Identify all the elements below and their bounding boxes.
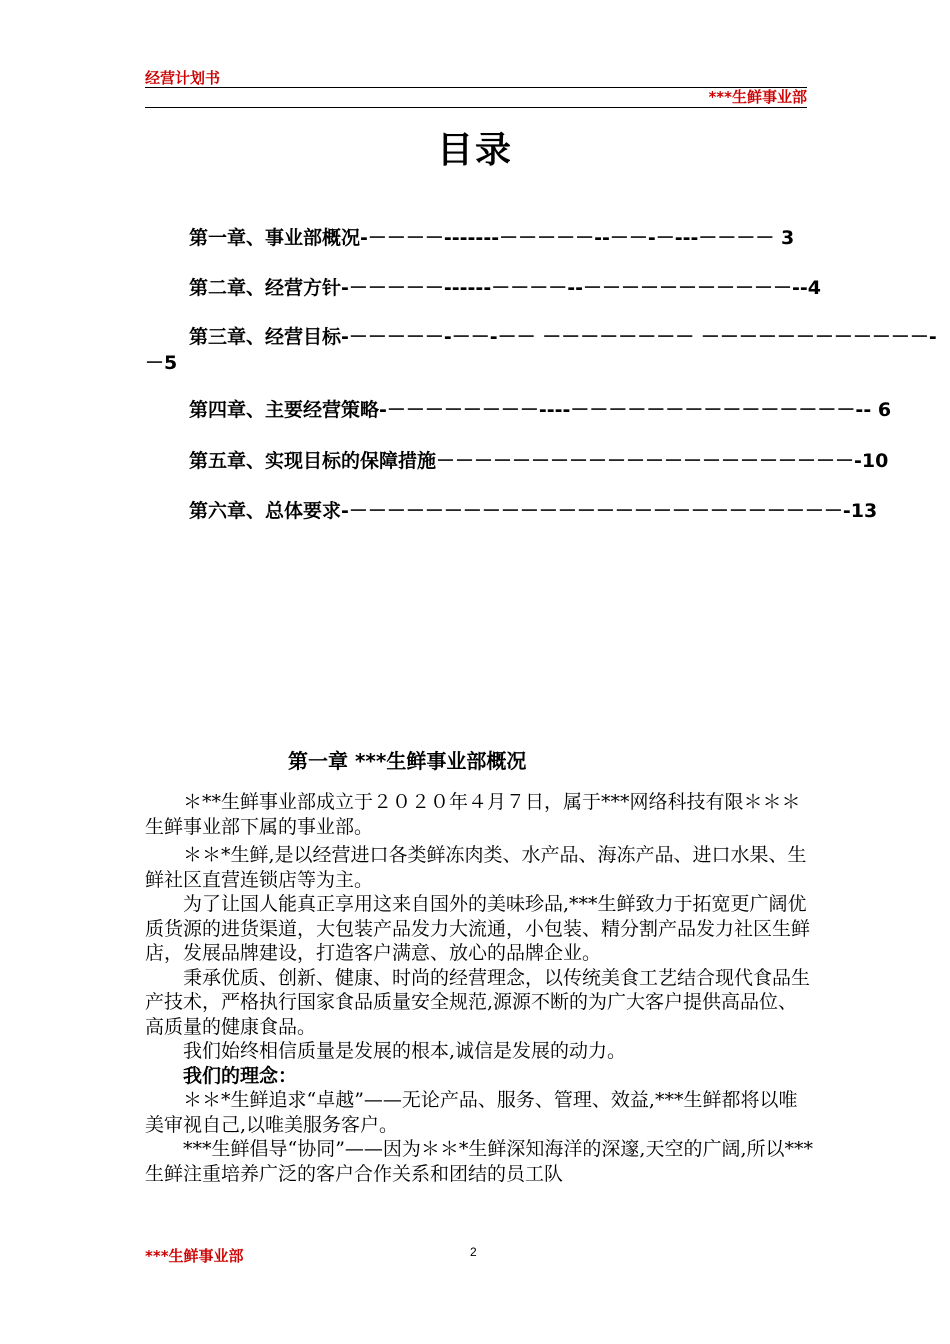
toc-entry-5[interactable] <box>145 448 889 474</box>
header-doc-title: 经营计划书 <box>145 69 221 87</box>
section-heading: 我们的理念： <box>183 1064 298 1087</box>
chapter-title: 第一章 ***生鲜事业部概况 <box>288 749 527 773</box>
header-department: ***生鲜事业部 <box>708 88 807 106</box>
page-number: 2 <box>470 1245 477 1259</box>
toc-entry-text: 第一章、事业部概况-－－－－-------－－－－－--－－-－---－－－－ 3 <box>189 227 795 249</box>
toc-entry-text: 第二章、经营方针-－－－－－------－－－－--－－－－－－－－－－－--4 <box>189 277 821 299</box>
toc-entry-6[interactable] <box>145 498 878 524</box>
paragraph: 秉承优质、创新、健康、时尚的经营理念，以传统美食工艺结合现代食品生产技术，严格执行国家食品质量安全规范,源源不断的为广大客户提供高品位、高质量的健康食品。 <box>145 966 811 1038</box>
paragraph: ＊＊*生鲜,是以经营进口各类鲜冻肉类、水产品、海冻产品、进口水果、生鲜社区直营连锁店等为主。 <box>145 844 807 891</box>
toc-entry-2[interactable] <box>145 275 821 301</box>
toc-entry-text: 第四章、主要经营策略-－－－－－－－－----－－－－－－－－－－－－－－－-- 6 <box>189 399 892 421</box>
toc-entry-text: －5 <box>145 352 178 374</box>
toc-entry-3-continuation <box>145 350 810 376</box>
header-divider-bottom <box>145 107 807 108</box>
toc-title: 目录 <box>436 130 513 171</box>
toc-entry-1[interactable] <box>145 225 810 251</box>
toc-entry-3[interactable] <box>145 324 937 350</box>
footer-department: ***生鲜事业部 <box>145 1247 244 1265</box>
toc-entry-4[interactable] <box>145 397 892 423</box>
toc-entry-text: 第三章、经营目标-－－－－－-－－-－－ －－－－－－－－ －－－－－－－－－－－－- <box>189 326 937 348</box>
chapter-body <box>145 790 813 1186</box>
paragraph: ＊**生鲜事业部成立于２０２０年４月７日，属于***网络科技有限＊＊＊生鲜事业部下属的事业部。 <box>145 791 801 838</box>
paragraph: ***生鲜倡导“协同”——因为＊＊*生鲜深知海洋的深邃,天空的广阔,所以***生鲜注重培养广泛的客户合作关系和团结的员工队 <box>145 1138 814 1185</box>
paragraph: ＊＊*生鲜追求“卓越”——无论产品、服务、管理、效益,***生鲜都将以唯美审视自己,以唯美服务客户。 <box>145 1089 798 1136</box>
toc-entry-text: 第六章、总体要求-－－－－－－－－－－－－－－－－－－－－－－－－－－-13 <box>189 500 878 522</box>
toc-entry-text: 第五章、实现目标的保障措施－－－－－－－－－－－－－－－－－－－－－－-10 <box>189 450 889 472</box>
paragraph: 我们始终相信质量是发展的根本,诚信是发展的动力。 <box>183 1040 627 1062</box>
paragraph: 为了让国人能真正享用这来自国外的美味珍品,***生鲜致力于拓宽更广阔优质货源的进货渠道，大包装产品发力大流通，小包装、精分割产品发力社区生鲜店，发展品牌建设，打造客户满意、放心的品牌企业。 <box>145 893 811 964</box>
